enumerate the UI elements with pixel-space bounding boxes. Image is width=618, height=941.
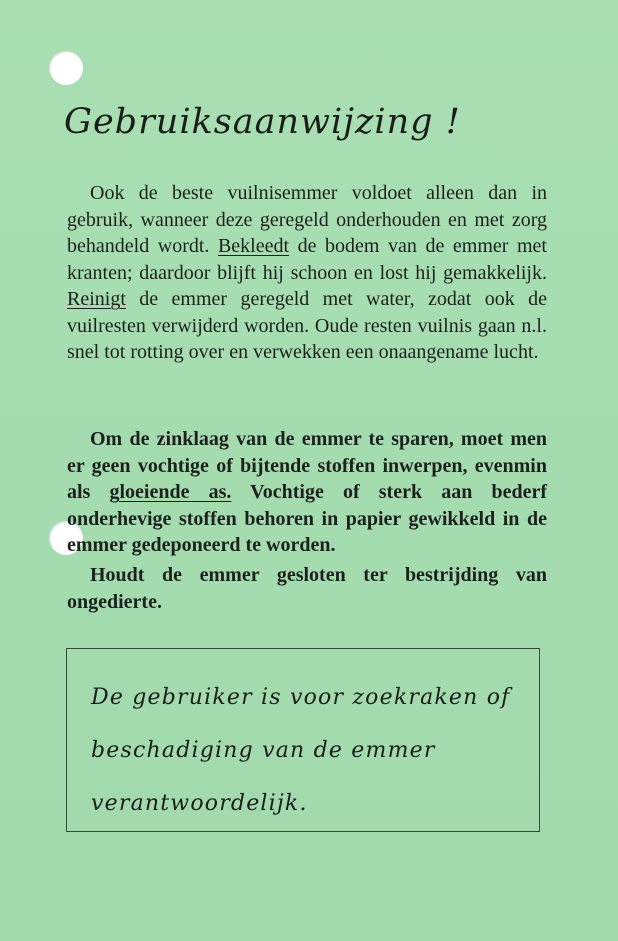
paragraph-keep-closed: Houdt de emmer gesloten ter bestrijding van ongedierte. [67, 564, 547, 613]
text-run: Om de zinklaag van de emmer te sparen, moet men er geen vochtige of bijtende stoffen inwerpen, evenmin als [67, 428, 547, 503]
page-title: Gebruiksaanwijzing ! [64, 102, 461, 142]
text-run: de bodem van de emmer met kranten; daardoor blijft hij schoon en lost hij gemakkelijk. [67, 235, 547, 284]
text-run: Ook de beste vuilnisemmer voldoet alleen dan in gebruik, wanneer deze geregeld onderhouden en met zorg behandeld wordt. [67, 182, 547, 257]
emphasis-gloeiende-as: gloeiende as. [109, 481, 232, 503]
responsibility-notice-box [66, 648, 540, 832]
text-run: Vochtige of sterk aan bederf onderhevige stoffen behoren in papier gewikkeld in de emmer gedeponeerd te worden. [67, 481, 547, 556]
paragraph-maintenance [67, 180, 547, 366]
text-run: de emmer geregeld met water, zodat ook de vuilresten verwijderd worden. Oude resten vuilnis gaan n.l. snel tot rotting over en verwekken een onaangename lucht. [67, 288, 547, 363]
emphasis-reinigt: Reinigt [67, 288, 126, 310]
punch-hole [49, 51, 83, 85]
responsibility-notice: De gebruiker is voor zoekraken of beschadiging van de emmer verantwoordelijk. [91, 685, 511, 816]
emphasis-bekleedt: Bekleedt [217, 235, 290, 257]
paragraph-zinc-layer [67, 426, 547, 559]
